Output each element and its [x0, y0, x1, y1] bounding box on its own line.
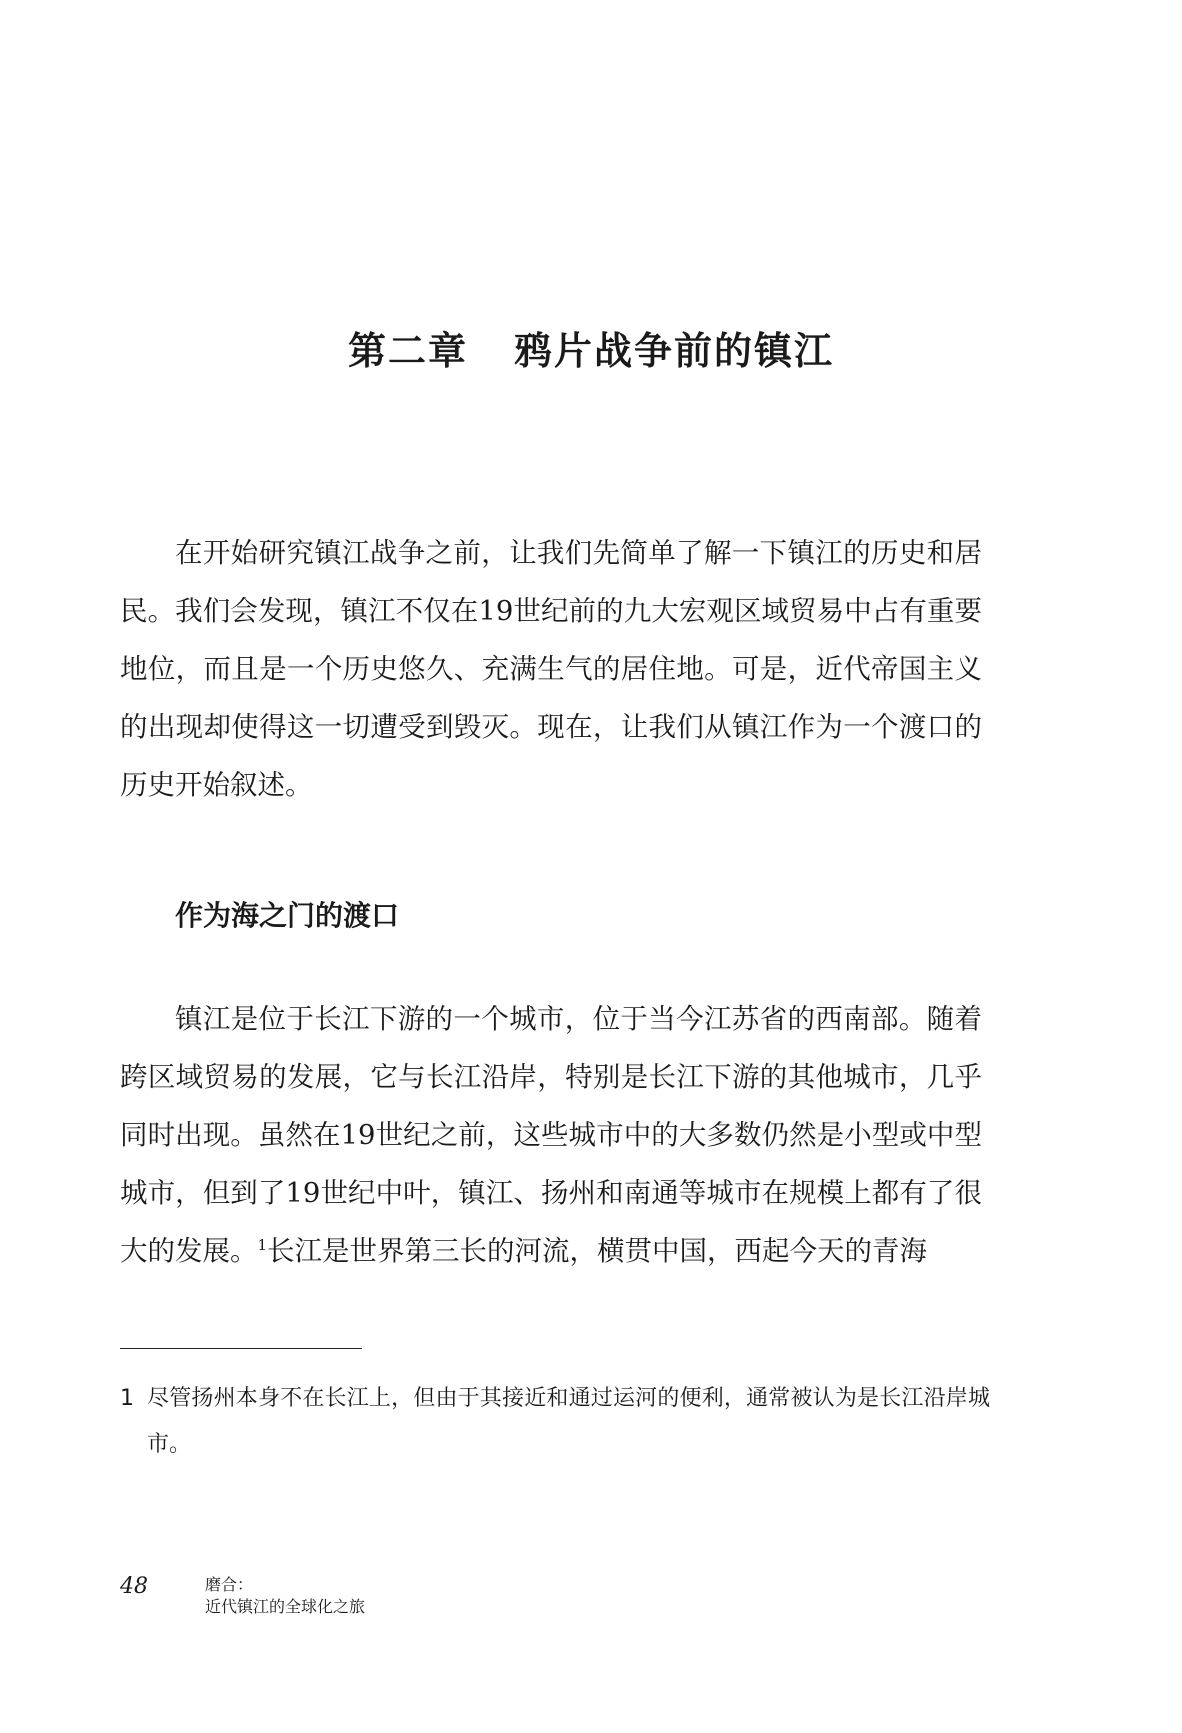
footnote-number: 1 [120, 1386, 134, 1411]
section-paragraph-continuation: 长江是世界第三长的河流，横贯中国，西起今天的青海 [267, 1235, 928, 1267]
chapter-number: 第二章 [347, 328, 468, 374]
section-heading: 作为海之门的渡口 [175, 899, 400, 933]
book-title-line-2: 近代镇江的全球化之旅 [205, 1597, 366, 1616]
section-paragraph [120, 990, 982, 1280]
running-book-title [205, 1574, 365, 1618]
section-paragraph-text: 镇江是位于长江下游的一个城市，位于当今江苏省的西南部。随着跨区域贸易的发展，它与长江沿岸，特别是长江下游的其他城市，几乎同时出现。虽然在19世纪之前，这些城市中的大多数仍然是小型或中型城市，但到了19世纪中叶，镇江、扬州和南通等城市在规模上都有了很大的发展。 [120, 1003, 982, 1267]
chapter-title [0, 323, 1182, 379]
footnote [120, 1376, 990, 1468]
book-title-line-1: 磨合： [205, 1575, 254, 1594]
chapter-name: 鸦片战争前的镇江 [514, 328, 835, 374]
page-number: 48 [120, 1574, 148, 1599]
footnote-text: 尽管扬州本身不在长江上，但由于其接近和通过运河的便利，通常被认为是长江沿岸城市。 [147, 1386, 990, 1457]
intro-paragraph: 在开始研究镇江战争之前，让我们先简单了解一下镇江的历史和居民。我们会发现，镇江不仅在19世纪前的九大宏观区域贸易中占有重要地位，而且是一个历史悠久、充满生气的居住地。可是，近代帝国主义的出现却使得这一切遭受到毁灭。现在，让我们从镇江作为一个渡口的历史开始叙述。 [120, 537, 982, 801]
footnote-reference[interactable]: 1 [257, 1235, 268, 1254]
footnote-divider [120, 1348, 362, 1349]
